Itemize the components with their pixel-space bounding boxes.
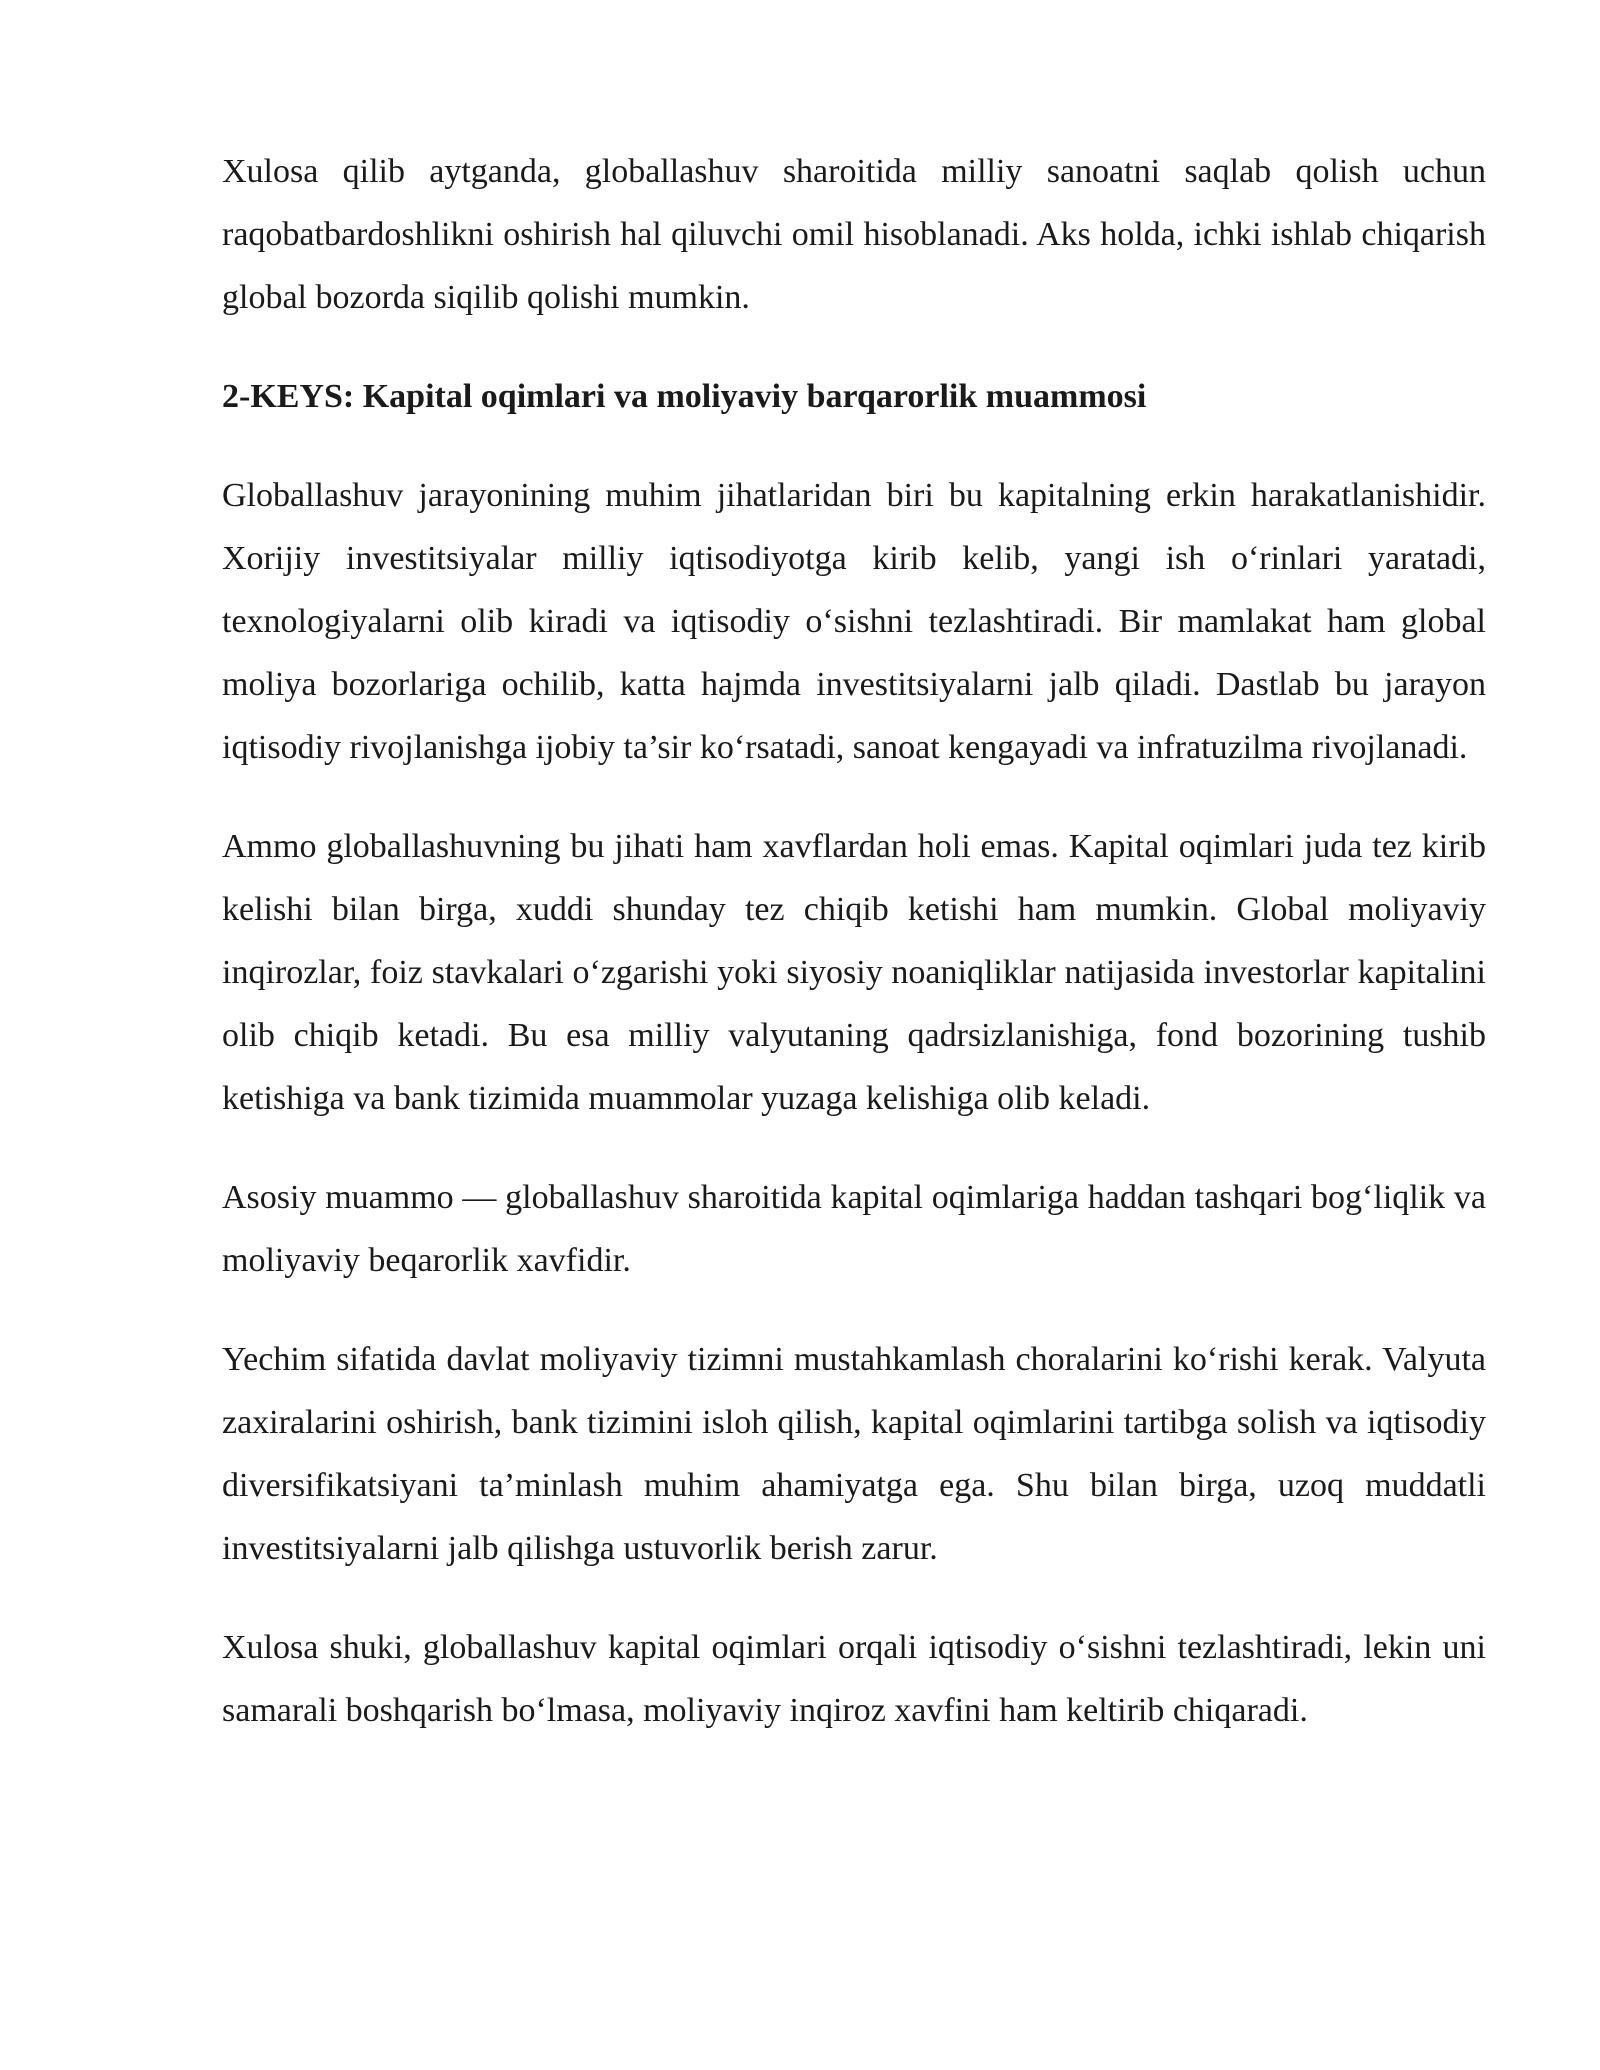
- document-body: [222, 140, 1486, 1778]
- paragraph-capital-movement: Globallashuv jarayonining muhim jihatlaridan biri bu kapitalning erkin harakatlanishidir. Xorijiy investitsiyalar milliy iqtisodiyotga kirib kelib, yangi ish o‘rinlari yaratadi, texnologiyalarni olib kiradi va iqtisodiy o‘sishni tezlashtiradi. Bir mamlakat ham global moliya bozorlariga ochilib, katta hajmda investitsiyalarni jalb qiladi. Dastlab bu jarayon iqtisodiy rivojlanishga ijobiy ta’sir ko‘rsatadi, sanoat kengayadi va infratuzilma rivojlanadi.: [222, 477, 1486, 766]
- paragraph-main-problem: Asosiy muammo — globallashuv sharoitida kapital oqimlariga haddan tashqari bog‘liqlik va moliyaviy beqarorlik xavfidir.: [222, 1179, 1486, 1279]
- paragraph-conclusion-industry: Xulosa qilib aytganda, globallashuv sharoitida milliy sanoatni saqlab qolish uchun raqobatbardoshlikni oshirish hal qiluvchi omil hisoblanadi. Aks holda, ichki ishlab chiqarish global bozorda siqilib qolishi mumkin.: [222, 153, 1486, 316]
- paragraph-capital-risks: Ammo globallashuvning bu jihati ham xavflardan holi emas. Kapital oqimlari juda tez kirib kelishi bilan birga, xuddi shunday tez chiqib ketishi ham mumkin. Global moliyaviy inqirozlar, foiz stavkalari o‘zgarishi yoki siyosiy noaniqliklar natijasida investorlar kapitalini olib chiqib ketadi. Bu esa milliy valyutaning qadrsizlanishiga, fond bozorining tushib ketishiga va bank tizimida muammolar yuzaga kelishiga olib keladi.: [222, 828, 1486, 1117]
- paragraph-conclusion-capital: Xulosa shuki, globallashuv kapital oqimlari orqali iqtisodiy o‘sishni tezlashtiradi, lekin uni samarali boshqarish bo‘lmasa, moliyaviy inqiroz xavfini ham keltirib chiqaradi.: [222, 1629, 1486, 1729]
- case-heading: 2-KEYS: Kapital oqimlari va moliyaviy barqarorlik muammosi: [222, 378, 1147, 415]
- paragraph-solution: Yechim sifatida davlat moliyaviy tizimni mustahkamlash choralarini ko‘rishi kerak. Valyuta zaxiralarini oshirish, bank tizimini isloh qilish, kapital oqimlarini tartibga solish va iqtisodiy diversifikatsiyani ta’minlash muhim ahamiyatga ega. Shu bilan birga, uzoq muddatli investitsiyalarni jalb qilishga ustuvorlik berish zarur.: [222, 1341, 1486, 1567]
